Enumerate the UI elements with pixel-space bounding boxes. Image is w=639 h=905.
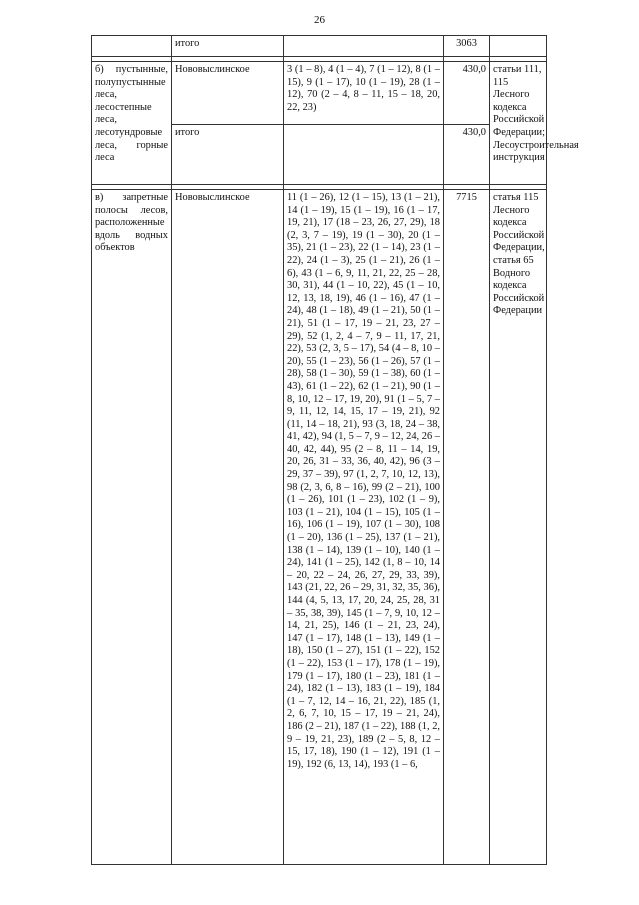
forestry-b: Нововыслинское xyxy=(172,62,284,125)
total-area-b: 430,0 xyxy=(444,125,490,185)
table-row xyxy=(92,190,547,865)
total-label-b: итого xyxy=(172,125,284,185)
page-number: 26 xyxy=(314,14,325,26)
category-cell-empty xyxy=(92,36,172,57)
quarters-b: 3 (1 – 8), 4 (1 – 4), 7 (1 – 12), 8 (1 – 15), 9 (1 – 17), 10 (1 – 19), 28 (1 – 12), 70 (2 – 4, 8 – 11, 15 – 18, 20, 22, 23) xyxy=(284,62,444,125)
basis-cell-empty xyxy=(490,36,547,57)
forestry-v: Нововыслинское xyxy=(172,190,284,865)
quarters-cell-empty xyxy=(284,125,444,185)
protective-forests-table xyxy=(91,35,579,865)
basis-v: статья 115 Лесного кодекса Российской Федерации, статья 65 Водного кодекса Российской Федерации xyxy=(490,190,547,865)
total-label: итого xyxy=(172,36,284,57)
quarters-cell-empty xyxy=(284,36,444,57)
quarters-v: 11 (1 – 26), 12 (1 – 15), 13 (1 – 21), 14 (1 – 19), 15 (1 – 19), 16 (1 – 17, 19, 21), 17 (18 – 23, 26, 27, 29), 18 (2, 3, 7 – 19), 19 (1 – 30), 20 (1 – 35), 21 (1 – 23), 22 (1 – 14), 23 (1 – 22), 24 (1 – 3), 25 (1 – 21), 26 (1 – 6), 43 (1 – 6, 9, 11, 21, 22, 25 – 28, 30, 31), 44 (1 – 10, 22), 45 (1 – 10, 12, 13, 18, 19), 46 (1 – 16), 47 (1 – 24), 48 (1 – 18), 49 (1 – 21), 50 (1 – 21), 51 (1 – 17, 19 – 21, 23, 27 – 29), 52 (1, 2, 4 – 7, 9 – 11, 17, 21, 22), 53 (2, 3, 5 – 17), 54 (4 – 8, 10 – 20), 55 (1 – 23), 56 (1 – 26), 57 (1 – 28), 58 (1 – 30), 59 (1 – 38), 60 (1 – 43), 61 (1 – 22), 62 (1 – 21), 90 (1 – 8, 10, 12 – 17, 19, 20), 91 (1 – 5, 7 – 9, 11, 12, 14, 15, 17 – 19, 21), 92 (11, 14 – 18, 21), 93 (3, 18, 24 – 38, 41, 42), 94 (1, 5 – 7, 9 – 12, 24, 26 – 40, 42, 44), 95 (2 – 8, 11 – 14, 19, 20, 26, 31 – 33, 36, 40, 42), 96 (3 – 29, 37 – 39), 97 (1, 2, 7, 10, 12, 13), 98 (2, 3, 6, 8 – 16), 99 (2 – 21), 100 (1 – 26), 101 (1 – 23), 102 (1 – 9), 103 (1 – 21), 104 (1 – 15), 105 (1 – 16), 106 (1 – 19), 107 (1 – 30), 108 (1 – 20), 136 (1 – 25), 137 (1 – 21), 138 (1 – 14), 139 (1 – 10), 140 (1 – 24), 141 (1 – 25), 142 (1, 8 – 10, 14 – 20, 22 – 24, 26, 27, 29, 33, 39), 143 (21, 22, 26 – 29, 31, 32, 35, 36), 144 (4, 5, 13, 17, 20, 24, 25, 28, 31 – 35, 38, 39), 145 (1 – 7, 9, 10, 12 – 14, 21, 25), 146 (1 – 21, 23, 24), 147 (1 – 17), 148 (1 – 13), 149 (1 – 18), 150 (1 – 27), 151 (1 – 22), 152 (1 – 22), 153 (1 – 17), 178 (1 – 19), 179 (1 – 17), 180 (1 – 23), 181 (1 – 24), 182 (1 – 13), 183 (1 – 19), 184 (1 – 7, 12, 14 – 16, 21, 22), 185 (1, 2, 6, 7, 10, 15 – 17, 19 – 21, 24), 186 (2 – 21), 187 (1 – 22), 188 (1, 2, 9 – 19, 21, 23), 189 (2 – 5, 8, 12 – 15, 17, 18), 190 (1 – 12), 191 (1 – 19), 192 (6, 13, 14), 193 (1 – 6, xyxy=(284,190,444,865)
total-area: 3063 xyxy=(444,36,490,57)
category-b: б) пустынные, полупустынные леса, лесостепные леса, лесотундровые леса, горные леса xyxy=(92,62,172,185)
category-v: в) запретные полосы лесов, расположенные вдоль водных объектов xyxy=(92,190,172,865)
basis-b: статьи 111, 115 Лесного кодекса Российской Федерации; Лесоустроительная инструкция xyxy=(490,62,547,185)
area-b: 430,0 xyxy=(444,62,490,125)
table-row xyxy=(92,36,547,57)
area-v: 7715 xyxy=(444,190,490,865)
table-row xyxy=(92,62,547,125)
